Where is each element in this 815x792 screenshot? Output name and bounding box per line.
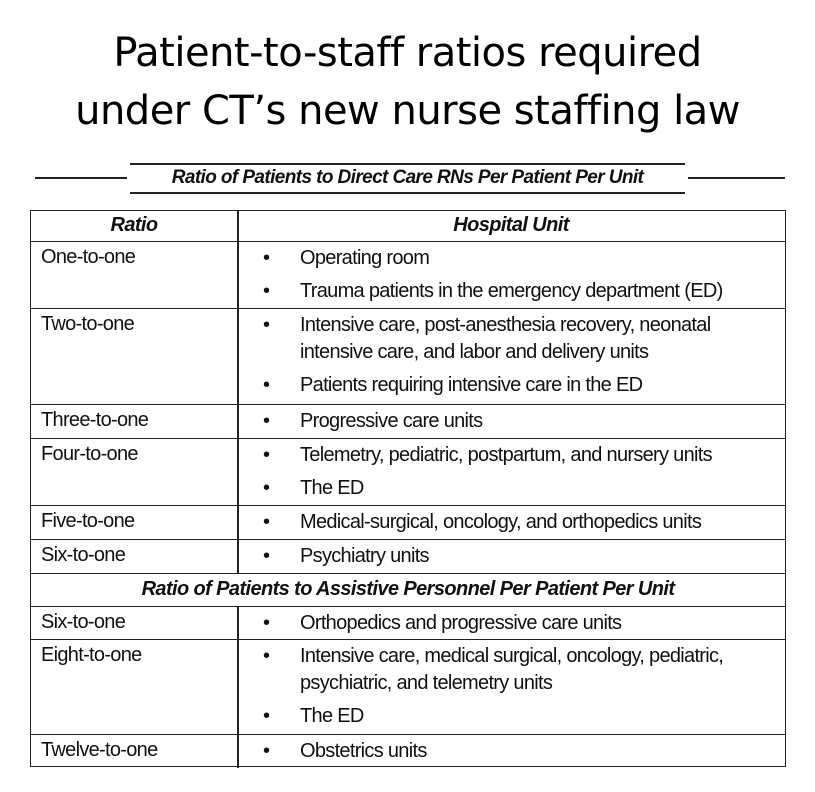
page-title-line-1: Patient-to-staff ratios required [113,30,702,76]
ratio-cell: Four-to-one [41,443,138,465]
ratio-cell: Eight-to-one [41,644,142,666]
hospital-unit-cell [263,245,775,311]
unit-text: Obstetrics units [300,740,427,762]
table-row [31,404,785,439]
unit-text: The ED [300,477,364,499]
section-header-row [31,573,785,607]
unit-text: Operating room [300,247,430,269]
bullet-icon: • [263,477,270,499]
ratio-cell: Two-to-one [41,313,135,335]
bullet-icon: • [263,247,270,269]
bullet-icon: • [263,545,270,567]
table-header-row [31,211,785,242]
table-row [31,606,785,640]
bullet-icon: • [263,410,270,432]
list-item [263,278,775,305]
bullet-icon: • [263,444,270,466]
hospital-unit-cell [263,509,775,542]
bullet-icon: • [263,374,270,396]
hospital-unit-cell [263,442,775,508]
ratio-cell: Twelve-to-one [41,739,158,761]
bullet-icon: • [263,314,270,336]
divider [130,192,685,194]
unit-text: Orthopedics and progressive care units [300,612,622,634]
list-item [263,610,775,637]
column-divider [237,606,239,639]
bullet-icon: • [263,280,270,302]
staffing-table [30,210,786,767]
column-divider [237,308,239,404]
hospital-unit-cell [263,543,775,576]
list-item [263,543,775,570]
column-divider [237,505,239,539]
table-caption: Ratio of Patients to Direct Care RNs Per Patient Per Unit [171,167,644,188]
table-row [31,505,785,540]
bullet-icon: • [263,511,270,533]
list-item [263,643,775,697]
hospital-unit-cell [263,312,775,405]
unit-text: Intensive care, medical surgical, oncology, pediatric, psychiatric, and telemetry units [300,645,724,694]
list-item [263,312,775,366]
list-item [263,372,775,399]
column-divider [237,241,239,308]
bullet-icon: • [263,612,270,634]
divider [688,177,785,179]
bullet-icon: • [263,645,270,667]
table-row [31,639,785,735]
unit-text: Psychiatry units [300,545,429,567]
hospital-unit-cell [263,408,775,441]
ratio-cell: One-to-one [41,246,136,268]
header-hospital-unit: Hospital Unit [453,214,569,236]
list-item [263,738,775,765]
bullet-icon: • [263,705,270,727]
ratio-cell: Six-to-one [41,611,126,633]
table-row [31,734,785,768]
unit-text: Intensive care, post-anesthesia recovery, neonatal intensive care, and labor and delivery units [300,314,711,363]
table-row [31,438,785,506]
unit-text: Progressive care units [300,410,483,432]
table-row [31,539,785,574]
ratio-cell: Five-to-one [41,510,135,532]
section-title: Ratio of Patients to Assistive Personnel Per Patient Per Unit [141,578,675,600]
ratio-cell: Six-to-one [41,544,126,566]
unit-text: Telemetry, pediatric, postpartum, and nursery units [300,444,712,466]
column-divider [237,404,239,438]
table-row [31,241,785,309]
unit-text: Medical-surgical, oncology, and orthopedics units [300,511,702,533]
column-divider [237,734,239,768]
list-item [263,703,775,730]
list-item [263,408,775,435]
list-item [263,475,775,502]
list-item [263,442,775,469]
unit-text: The ED [300,705,364,727]
column-divider [237,438,239,505]
list-item [263,245,775,272]
table-row [31,308,785,405]
column-divider [237,639,239,734]
column-divider [237,539,239,573]
hospital-unit-cell [263,643,775,736]
ratio-cell: Three-to-one [41,409,149,431]
header-ratio: Ratio [110,214,158,236]
divider [35,177,127,179]
hospital-unit-cell [263,738,775,771]
unit-text: Trauma patients in the emergency department (ED) [300,280,723,302]
list-item [263,509,775,536]
page-title-line-2: under CT’s new nurse staffing law [75,88,740,134]
bullet-icon: • [263,740,270,762]
unit-text: Patients requiring intensive care in the ED [300,374,643,396]
